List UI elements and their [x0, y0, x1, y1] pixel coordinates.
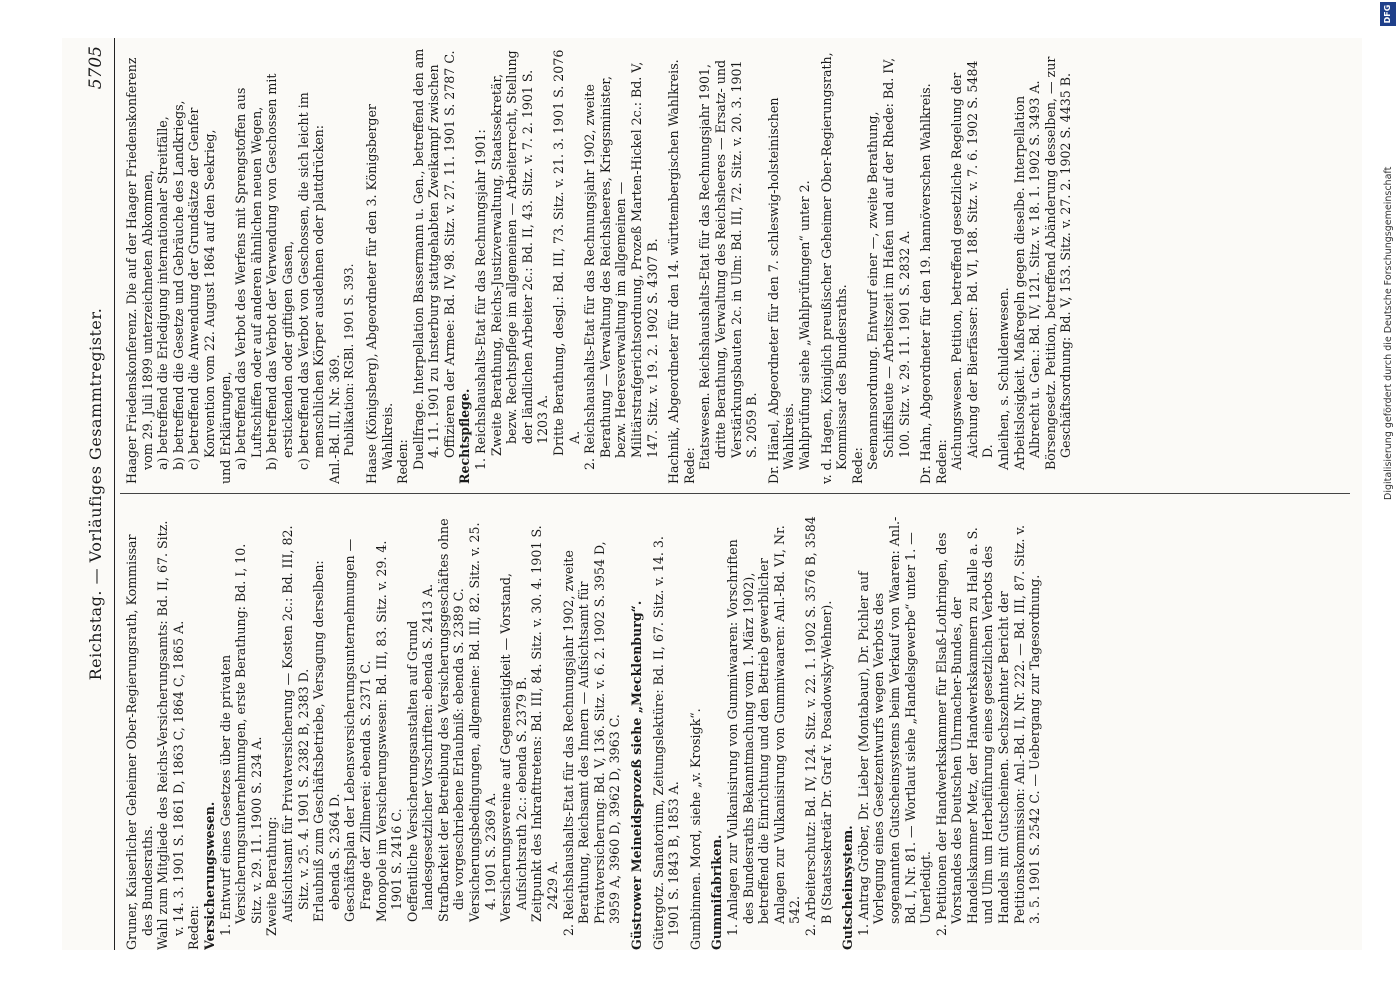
- haase-item-1: 1. Reichshaushalts-Etat für das Rechnungsjahr 1901:: [473, 129, 489, 470]
- vers-item-7: Oeffentliche Versicherungsanstalten auf Grund landesgesetzlicher Vorschriften: ebenda S. 2413 A.: [404, 583, 436, 922]
- entry-gruner: [124, 514, 623, 950]
- vers-item-12: 2. Reichshaushalts-Etat für das Rechnungsjahr 1902, zweite Berathung, Reichsamt des Innern — Aufsichtsamt für Privatversicherung: Bd. V, 136. Sitz. v. 6. 2. 1902 S. 3954 D, 3959 A, 3960 D, 3962 D, 3963 C.: [560, 541, 623, 936]
- haager-item2-c: c) betreffend das Verbot von Geschossen, die sich leicht im menschlichen Körper ausdehnen oder plattdrücken:: [295, 92, 327, 470]
- haase-item-4: 2. Reichshaushalts-Etat für das Rechnungsjahr 1902, zweite Berathung — Verwaltung des Reichsheeres, Kriegsminister, bezw. Heeresverwaltung im allgemeinen — Militärstrafgerichtsordnung, Prozeß Marten-Hickel 2c.: Bd. V, 147. Sitz. v. 19. 2. 1902 S. 4307 B.: [582, 61, 660, 470]
- dfg-logo: [1380, 2, 1396, 26]
- versicherungswesen-heading: Versicherungswesen.: [201, 801, 217, 950]
- haenel-wahl: Wahlprüfung siehe „Wahlprüfungen“ unter 2.: [796, 180, 812, 470]
- hahn-reden-label: Reden:: [933, 439, 949, 484]
- right-column: [124, 48, 1354, 484]
- vers-item-1: 1. Entwurf eines Gesetzes über die privaten Versicherungsunternehmungen, erste Berathung: Bd. I, 10. Sitz. v. 29. 11. 1900 S. 234 A.: [217, 543, 264, 936]
- digitization-credit: Digitalisierung gefördert durch die Deutsche Forschungsgemeinschaft: [1383, 166, 1394, 500]
- haase-duellfrage: Duellfrage. Interpellation Bassermann u. Gen., betreffend den am 4. 11. 1901 zu Insterburg stattgehabten Zweikampf zwischen Offizieren der Armee: Bd. IV, 98. Sitz. v. 27. 11. 1901 S. 2787 C.: [410, 48, 457, 470]
- haager-und: und Erklärungen,: [217, 371, 233, 484]
- entry-haager: [124, 48, 358, 484]
- hahn-item-2: Anleihen, s. Schuldenwesen.: [996, 287, 1012, 470]
- running-title: Reichstag. — Vorläufiges Gesammtregister.: [86, 307, 105, 681]
- hahn-item-4: Börsengesetz. Petition, betreffend Abänderung desselben, — zur Geschäftsordnung: Bd. V, 153. Sitz. v. 27. 2. 1902 S. 4435 B.: [1042, 56, 1074, 470]
- gutschein-heading: Gutscheinsystem.: [840, 825, 856, 950]
- gruner-wahl: Wahl zum Mitgliede des Reichs-Versicherungsamts: Bd. II, 67. Sitz. v. 14. 3. 1901 S. 1861 D, 1863 C, 1864 C, 1865 A.: [155, 520, 186, 950]
- entry-gumbinnen: [688, 514, 704, 950]
- gummi-item-1: 1. Anlagen zur Vulkanisirung von Gummiwaaren: Vorschriften des Bundesraths Bekanntmachung vom 1. März 1902), betreffend die Einrichtung und den Betrieb gewerblicher Anlagen zur Vulkanisirung von Gummiwaaren: Anl.-Bd. VI, Nr. 542.: [724, 525, 803, 936]
- hachnik-text: Hachnik, Abgeordneter für den 14. württembergischen Wahlkreis.: [666, 59, 682, 484]
- page-number: 5705: [86, 46, 106, 90]
- header-rule: [114, 38, 115, 950]
- hahn-text: Dr. Hahn, Abgeordneter für den 19. hannöverschen Wahlkreis.: [918, 83, 934, 484]
- vers-item-2: Zweite Berathung:: [264, 816, 280, 936]
- haase-item-2: Zweite Berathung, Reichs-Justizverwaltung, Staatssekretär, bezw. Rechtspflege im allgemeinen — Arbeiterrecht, Stellung der ländlichen Arbeiter 2c.: Bd. II, 43. Sitz. v. 7. 2. 1901 S. 1203 A.: [488, 50, 551, 456]
- vers-item-6: Monopole im Versicherungswesen: Bd. III, 83. Sitz. v. 29. 4. 1901 S. 2416 C.: [373, 540, 405, 922]
- column-divider: [120, 493, 1350, 494]
- running-head: [82, 38, 110, 950]
- hagen-seemann: Seemannsordnung. Entwurf einer —, zweite Berathung, Schiffsleute — Arbeitszeit im Hafen und auf der Rhede: Bd. IV, 100. Sitz. v. 29. 11. 1901 S. 2832 A.: [865, 57, 912, 470]
- gumbinnen-text: Gumbinnen. Mord, siehe „v. Krosigk“.: [687, 708, 703, 950]
- haager-item-a: a) betreffend die Erledigung internationaler Streitfälle,: [155, 116, 171, 470]
- entry-haase: [364, 48, 660, 484]
- entry-hagen: [819, 48, 913, 484]
- vers-item-5: Geschäftsplan der Lebensversicherungsunternehmungen — Frage der Zillmerei: ebenda S. 2371 C.: [342, 538, 373, 922]
- haager-item2-b: b) betreffend das Verbot der Verwendung von Geschossen mit erstickenden oder giftigen Gasen,: [264, 73, 295, 470]
- haenel-text: Dr. Hänel, Abgeordneter für den 7. schleswig-holsteinischen Wahlkreis.: [765, 97, 797, 484]
- vers-item-9: Versicherungsbedingungen, allgemeine: Bd. III, 82. Sitz. v. 25. 4. 1901 S. 2369 A.: [467, 522, 498, 922]
- margin-note: [1382, 30, 1396, 500]
- haase-item-3: Dritte Berathung, desgl.: Bd. III, 73. Sitz. v. 21. 3. 1901 S. 2076 A.: [551, 49, 582, 456]
- guetergotz-text: Gütergotz. Sanatorium, Zeitungslektüre: Bd. II, 67. Sitz. v. 14. 3. 1901 S. 1843 B, 1853 A.: [650, 536, 682, 950]
- vers-item-8: Strafbarkeit der Betreibung des Versicherungsgeschäftes ohne die vorgeschriebene Erlaubniß: ebenda S. 2389 C.: [435, 518, 467, 922]
- entry-hahn: [918, 48, 1074, 484]
- haase-reden-label: Reden:: [395, 439, 411, 484]
- haase-rechtspflege: Rechtspflege.: [457, 388, 473, 484]
- haager-text: Haager Friedenskonferenz. Die auf der Haager Friedenskonferenz vom 29. Juli 1899 unterzeichneten Abkommen,: [124, 57, 155, 484]
- vers-item-11: Zeitpunkt des Inkrafttretens: Bd. III, 84. Sitz. v. 30. 4. 1901 S. 2429 A.: [529, 525, 561, 922]
- gutschein-item-1: 1. Antrag Gröber, Dr. Lieber (Montabaur), Dr. Pichler auf Vorlegung eines Gesetzentwurfs wegen Verbots des sogenannten Gutscheinsystems beim Verkauf von Waaren: Anl.-Bd. I, Nr. 81. — Wortlaut siehe „Handelsgewerbe“ unter 1. — Unerledigt.: [855, 516, 934, 936]
- gruner-reden-label: Reden:: [186, 905, 202, 950]
- vers-item-3: Aufsichtsamt für Privatversicherung — Kosten 2c.: Bd. III, 82. Sitz. v. 25. 4. 1901 S. 2382 B, 2383 D.: [279, 525, 311, 922]
- hachnik-rede-label: Rede:: [681, 447, 697, 484]
- dfg-logo-text: DFG: [1383, 4, 1392, 24]
- entry-hachnik: [666, 48, 760, 484]
- gummi-item-2: 2. Arbeiterschutz: Bd. IV, 124. Sitz. v. 22. 1. 1902 S. 3576 B, 3584 B (Staatssekretär Dr. Graf v. Posadowsky-Wehner).: [802, 516, 834, 936]
- hagen-rede-label: Rede:: [849, 447, 865, 484]
- hachnik-etat: Etatswesen. Reichshaushalts-Etat für das Rechnungsjahr 1901, dritte Berathung, Verwaltung des Reichsheeres — Ersatz- und Verstärkungsbauten 2c. in Ulm: Bd. III, 72. Sitz. v. 20. 3. 1901 S. 2059 B.: [697, 59, 760, 470]
- entry-gummifabriken: [709, 514, 834, 950]
- entry-guetergotz: [651, 514, 682, 950]
- haager-item-c: c) betreffend die Anwendung der Grundsätze der Genfer Konvention vom 22. August 1864 auf den Seekrieg,: [186, 107, 217, 470]
- haager-publikation: Publikation: RGBl. 1901 S. 393.: [342, 263, 357, 456]
- hahn-item-3: Arbeitslosigkeit. Maßregeln gegen dieselbe. Interpellation Albrecht u. Gen.: Bd. IV, 121. Sitz. v. 18. 1. 1902 S. 3493 A.: [1011, 80, 1043, 470]
- gutschein-item-2: 2. Petitionen der Handwerkskammer für Elsaß-Lothringen, des Vorstandes des Deutschen Uhrmacher-Bundes, der Handelskammer Metz, der Handwerkskammern zu Halle a. S. und Ulm um Herbeiführung eines gesetzlichen Verbots des Handels mit Gutscheinen. Sechszehnter Bericht der Petitionskommission: Anl.-Bd. II, Nr. 222. — Bd. III, 87. Sitz. v. 3. 5. 1901 S. 2542 C. — Uebergang zur Tagesordnung.: [933, 524, 1043, 936]
- gruner-title: Gruner, Kaiserlicher Geheimer Ober-Regierungsrath, Kommissar des Bundesraths.: [124, 534, 155, 950]
- vers-item-10: Versicherungsvereine auf Gegenseitigkeit — Vorstand, Aufsichtsrath 2c.: ebenda S. 2379 B.: [498, 573, 529, 922]
- rotated-page-content: [62, 38, 1362, 950]
- hagen-text: v. d. Hagen, Königlich preußischer Geheimer Ober-Regierungsrath, Kommissar des Bundesraths.: [818, 52, 850, 484]
- haase-text: Haase (Königsberg), Abgeordneter für den 3. Königsberger Wahlkreis.: [363, 104, 395, 484]
- haager-item2-a: a) betreffend das Verbot des Werfens mit Sprengstoffen aus Luftschiffen oder auf anderen ähnlichen neuen Wegen,: [233, 87, 264, 470]
- guestrow-text: Güstrower Meineidsprozeß siehe „Mecklenburg“.: [629, 600, 644, 950]
- vers-item-4: Erlaubniß zum Geschäftsbetriebe, Versagung derselben: ebenda S. 2364 D.: [311, 560, 342, 922]
- haager-anl: Anl.-Bd. III, Nr. 369.: [326, 354, 342, 484]
- entry-haenel: [766, 48, 813, 484]
- left-column: [124, 514, 1354, 950]
- hahn-item-1: Aichungswesen. Petition, betreffend gesetzliche Regelung der Aichung der Bierfässer: Bd. VI, 188. Sitz. v. 7. 6. 1902 S. 5484 D.: [949, 60, 996, 470]
- haager-item-b: b) betreffend die Gesetze und Gebräuche des Landkriegs,: [170, 100, 186, 470]
- entry-guestrow: [629, 514, 645, 950]
- entry-gutscheinsystem: [840, 514, 1043, 950]
- gummifabriken-heading: Gummifabriken.: [709, 834, 725, 950]
